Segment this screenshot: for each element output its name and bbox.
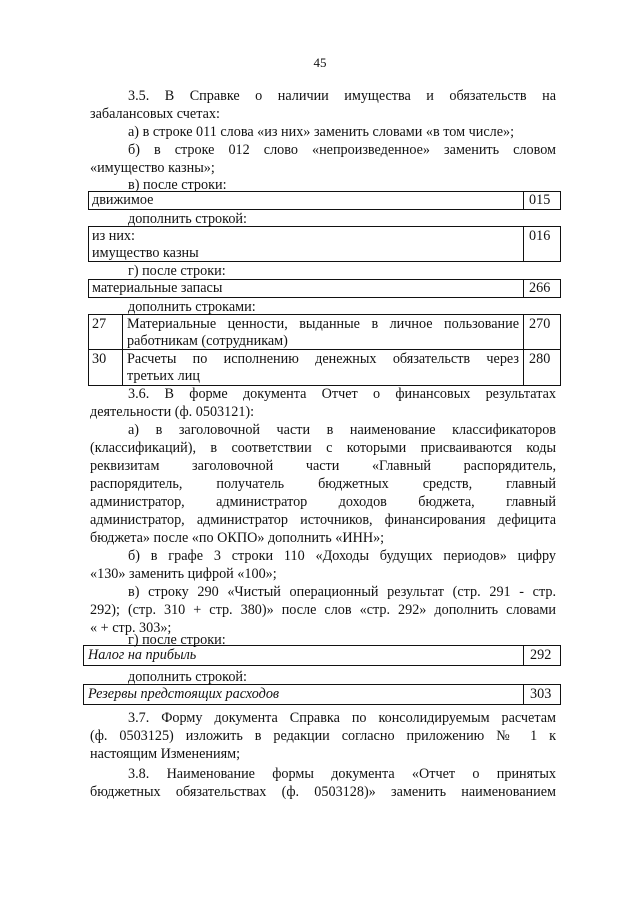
p37-line2: (ф. 0503125) изложить в редакции согласно приложению № 1 к: [90, 728, 556, 744]
divider: [523, 227, 524, 261]
row-incl-box: [88, 226, 561, 262]
page-number: 45: [313, 55, 327, 70]
p36-item-g: г) после строки:: [128, 632, 226, 648]
p36-a-line6: администратор, администратор источников, финансирования дефицита: [90, 512, 556, 528]
row-tax-code: 292: [530, 647, 552, 663]
p36-b-line1: б) в графе 3 строки 110 «Доходы будущих периодов» цифру: [128, 548, 556, 564]
table-row-1-line2: работникам (сотрудникам): [127, 333, 288, 349]
p35-item-b-line2: «имущество казны»;: [90, 160, 215, 176]
table-row-2-num: 30: [92, 351, 107, 367]
row-materials-code: 266: [529, 280, 551, 296]
p36-add-row: дополнить строкой:: [128, 669, 247, 685]
new-rows-table: [88, 314, 561, 386]
row-incl-code: 016: [529, 228, 551, 244]
p36-a-line2: (классификаций), в соответствии с которыми присваиваются коды: [90, 440, 556, 456]
row-reserve-text: Резервы предстоящих расходов: [88, 686, 280, 702]
p35-item-v: в) после строки:: [128, 177, 227, 193]
row-incl-line1: из них:: [92, 228, 135, 244]
table-col-divider: [523, 315, 524, 385]
p36-line2: деятельности (ф. 0503121):: [90, 404, 255, 420]
table-row-1-line1: Материальные ценности, выданные в личное пользование: [127, 316, 519, 332]
row-movable-code: 015: [529, 192, 551, 208]
p36-v-line1: в) строку 290 «Чистый операционный результат (стр. 291 - стр.: [128, 584, 556, 600]
p36-b-line2: «130» заменить цифрой «100»;: [90, 566, 277, 582]
table-row-1-code: 270: [529, 316, 551, 332]
p35-item-a: а) в строке 011 слова «из них» заменить словами «в том числе»;: [128, 124, 515, 140]
p37-line1: 3.7. Форму документа Справка по консолидируемым расчетам: [128, 710, 556, 726]
row-materials-text: материальные запасы: [92, 280, 223, 296]
row-movable-box: [88, 191, 561, 210]
row-reserve-code: 303: [530, 686, 552, 702]
p35-line2: забалансовых счетах:: [90, 106, 220, 122]
table-row-2-line1: Расчеты по исполнению денежных обязательств через: [127, 351, 519, 367]
row-tax-text: Налог на прибыль: [88, 647, 197, 663]
row-movable-text: движимое: [92, 192, 154, 208]
divider: [523, 685, 524, 704]
p36-a-line1: а) в заголовочной части в наименование классификаторов: [128, 422, 556, 438]
table-col-divider: [122, 315, 123, 385]
p35-item-g: г) после строки:: [128, 263, 226, 279]
row-reserve-box: [83, 684, 561, 705]
table-row-2-line2: третьих лиц: [127, 368, 200, 384]
table-row-2-code: 280: [529, 351, 551, 367]
p38-line2: бюджетных обязательствах (ф. 0503128)» заменить наименованием: [90, 784, 556, 800]
p35-add-rows: дополнить строками:: [128, 299, 256, 315]
p36-a-line7: бюджета» после «по ОКПО» дополнить «ИНН»;: [90, 530, 385, 546]
p36-a-line3: реквизитам заголовочной части «Главный распорядитель,: [90, 458, 556, 474]
p36-v-line2: 292); (стр. 310 + стр. 380)» после слов «стр. 292» дополнить словами: [90, 602, 556, 618]
p37-line3: настоящим Изменениям;: [90, 746, 241, 762]
divider: [523, 192, 524, 209]
row-materials-box: [88, 279, 561, 298]
table-row-1-num: 27: [92, 316, 107, 332]
p38-line1: 3.8. Наименование формы документа «Отчет о принятых: [128, 766, 556, 782]
divider: [523, 646, 524, 665]
row-tax-box: [83, 645, 561, 666]
p35-item-b-line1: б) в строке 012 слово «непроизведенное» заменить словом: [128, 142, 556, 158]
p36-v-line3: « + стр. 303»;: [90, 620, 172, 636]
p35-add-row: дополнить строкой:: [128, 211, 247, 227]
p35-line1: 3.5. В Справке о наличии имущества и обязательств на: [128, 88, 556, 104]
p36-a-line5: администратор, администратор доходов бюджета, главный: [90, 494, 556, 510]
p36-a-line4: распорядитель, получатель бюджетных средств, главный: [90, 476, 556, 492]
row-incl-line2: имущество казны: [92, 245, 199, 261]
p36-line1: 3.6. В форме документа Отчет о финансовых результатах: [128, 386, 556, 402]
divider: [523, 280, 524, 297]
